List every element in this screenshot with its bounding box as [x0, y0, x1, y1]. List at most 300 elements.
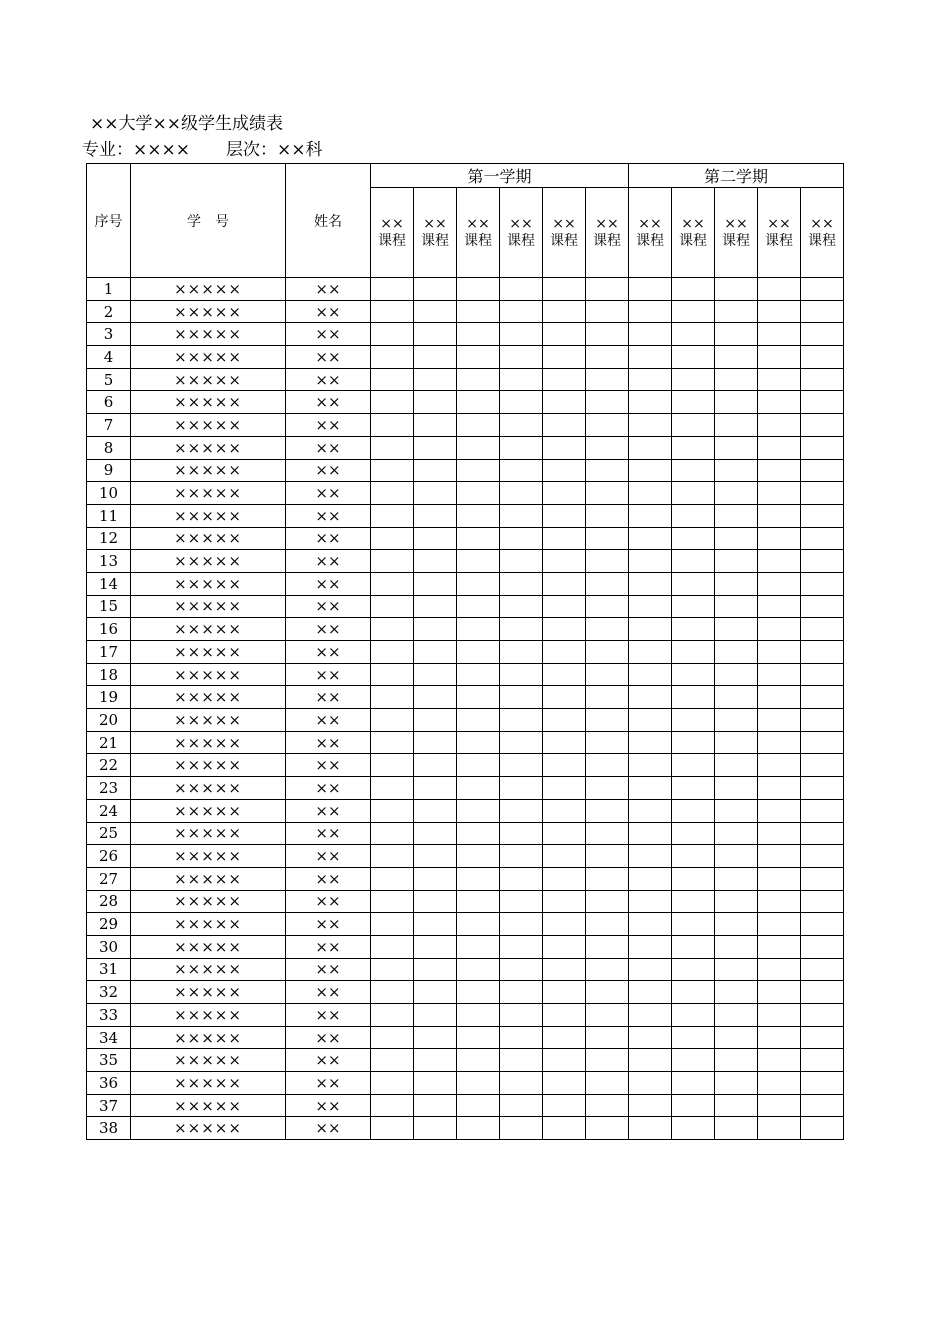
grade-cell[interactable]	[758, 799, 801, 822]
grade-cell[interactable]	[586, 822, 629, 845]
grade-cell[interactable]	[457, 414, 500, 437]
grade-cell[interactable]	[500, 618, 543, 641]
grade-cell[interactable]	[500, 867, 543, 890]
grade-cell[interactable]	[414, 527, 457, 550]
grade-cell[interactable]	[629, 550, 672, 573]
grade-cell[interactable]	[371, 709, 414, 732]
grade-cell[interactable]	[801, 459, 844, 482]
grade-cell[interactable]	[500, 368, 543, 391]
grade-cell[interactable]	[715, 641, 758, 664]
grade-cell[interactable]	[500, 527, 543, 550]
grade-cell[interactable]	[629, 822, 672, 845]
grade-cell[interactable]	[500, 1094, 543, 1117]
grade-cell[interactable]	[715, 822, 758, 845]
grade-cell[interactable]	[715, 572, 758, 595]
grade-cell[interactable]	[586, 981, 629, 1004]
grade-cell[interactable]	[414, 754, 457, 777]
grade-cell[interactable]	[758, 1004, 801, 1027]
grade-cell[interactable]	[414, 1117, 457, 1140]
grade-cell[interactable]	[715, 958, 758, 981]
grade-cell[interactable]	[672, 1049, 715, 1072]
grade-cell[interactable]	[672, 414, 715, 437]
grade-cell[interactable]	[801, 436, 844, 459]
grade-cell[interactable]	[457, 436, 500, 459]
grade-cell[interactable]	[371, 572, 414, 595]
grade-cell[interactable]	[371, 641, 414, 664]
grade-cell[interactable]	[414, 323, 457, 346]
grade-cell[interactable]	[500, 777, 543, 800]
grade-cell[interactable]	[586, 391, 629, 414]
grade-cell[interactable]	[414, 300, 457, 323]
grade-cell[interactable]	[801, 482, 844, 505]
grade-cell[interactable]	[457, 845, 500, 868]
grade-cell[interactable]	[672, 641, 715, 664]
grade-cell[interactable]	[543, 799, 586, 822]
grade-cell[interactable]	[414, 572, 457, 595]
grade-cell[interactable]	[457, 731, 500, 754]
grade-cell[interactable]	[715, 777, 758, 800]
grade-cell[interactable]	[500, 663, 543, 686]
grade-cell[interactable]	[715, 504, 758, 527]
grade-cell[interactable]	[543, 890, 586, 913]
grade-cell[interactable]	[758, 1094, 801, 1117]
grade-cell[interactable]	[672, 913, 715, 936]
grade-cell[interactable]	[457, 663, 500, 686]
grade-cell[interactable]	[801, 822, 844, 845]
grade-cell[interactable]	[715, 323, 758, 346]
grade-cell[interactable]	[629, 436, 672, 459]
grade-cell[interactable]	[758, 550, 801, 573]
grade-cell[interactable]	[500, 391, 543, 414]
grade-cell[interactable]	[500, 890, 543, 913]
grade-cell[interactable]	[457, 368, 500, 391]
grade-cell[interactable]	[672, 278, 715, 301]
grade-cell[interactable]	[758, 346, 801, 369]
grade-cell[interactable]	[715, 368, 758, 391]
grade-cell[interactable]	[457, 459, 500, 482]
grade-cell[interactable]	[371, 1049, 414, 1072]
grade-cell[interactable]	[629, 323, 672, 346]
grade-cell[interactable]	[457, 1094, 500, 1117]
grade-cell[interactable]	[758, 595, 801, 618]
grade-cell[interactable]	[672, 754, 715, 777]
grade-cell[interactable]	[500, 1026, 543, 1049]
grade-cell[interactable]	[629, 1049, 672, 1072]
grade-cell[interactable]	[586, 913, 629, 936]
grade-cell[interactable]	[801, 300, 844, 323]
grade-cell[interactable]	[457, 550, 500, 573]
grade-cell[interactable]	[500, 504, 543, 527]
grade-cell[interactable]	[414, 504, 457, 527]
grade-cell[interactable]	[715, 935, 758, 958]
grade-cell[interactable]	[500, 799, 543, 822]
grade-cell[interactable]	[543, 822, 586, 845]
grade-cell[interactable]	[672, 731, 715, 754]
grade-cell[interactable]	[543, 686, 586, 709]
grade-cell[interactable]	[801, 572, 844, 595]
grade-cell[interactable]	[758, 731, 801, 754]
grade-cell[interactable]	[801, 278, 844, 301]
grade-cell[interactable]	[371, 346, 414, 369]
grade-cell[interactable]	[457, 323, 500, 346]
grade-cell[interactable]	[371, 935, 414, 958]
grade-cell[interactable]	[758, 1026, 801, 1049]
grade-cell[interactable]	[457, 504, 500, 527]
grade-cell[interactable]	[758, 686, 801, 709]
grade-cell[interactable]	[629, 1072, 672, 1095]
grade-cell[interactable]	[414, 709, 457, 732]
grade-cell[interactable]	[371, 482, 414, 505]
grade-cell[interactable]	[500, 641, 543, 664]
grade-cell[interactable]	[801, 777, 844, 800]
grade-cell[interactable]	[629, 935, 672, 958]
grade-cell[interactable]	[715, 414, 758, 437]
grade-cell[interactable]	[801, 731, 844, 754]
grade-cell[interactable]	[500, 1004, 543, 1027]
grade-cell[interactable]	[457, 300, 500, 323]
grade-cell[interactable]	[371, 731, 414, 754]
grade-cell[interactable]	[629, 1026, 672, 1049]
grade-cell[interactable]	[500, 686, 543, 709]
grade-cell[interactable]	[371, 595, 414, 618]
grade-cell[interactable]	[801, 890, 844, 913]
grade-cell[interactable]	[414, 436, 457, 459]
grade-cell[interactable]	[586, 845, 629, 868]
grade-cell[interactable]	[672, 436, 715, 459]
grade-cell[interactable]	[629, 709, 672, 732]
grade-cell[interactable]	[414, 1026, 457, 1049]
grade-cell[interactable]	[586, 436, 629, 459]
grade-cell[interactable]	[371, 777, 414, 800]
grade-cell[interactable]	[414, 845, 457, 868]
grade-cell[interactable]	[629, 368, 672, 391]
grade-cell[interactable]	[543, 1026, 586, 1049]
grade-cell[interactable]	[672, 981, 715, 1004]
grade-cell[interactable]	[543, 278, 586, 301]
grade-cell[interactable]	[457, 822, 500, 845]
grade-cell[interactable]	[371, 1117, 414, 1140]
grade-cell[interactable]	[672, 845, 715, 868]
grade-cell[interactable]	[414, 414, 457, 437]
grade-cell[interactable]	[500, 300, 543, 323]
grade-cell[interactable]	[371, 958, 414, 981]
grade-cell[interactable]	[543, 504, 586, 527]
grade-cell[interactable]	[715, 845, 758, 868]
grade-cell[interactable]	[457, 754, 500, 777]
grade-cell[interactable]	[629, 981, 672, 1004]
grade-cell[interactable]	[543, 913, 586, 936]
grade-cell[interactable]	[457, 935, 500, 958]
grade-cell[interactable]	[672, 822, 715, 845]
grade-cell[interactable]	[500, 436, 543, 459]
grade-cell[interactable]	[371, 754, 414, 777]
grade-cell[interactable]	[500, 913, 543, 936]
grade-cell[interactable]	[586, 890, 629, 913]
grade-cell[interactable]	[500, 346, 543, 369]
grade-cell[interactable]	[500, 754, 543, 777]
grade-cell[interactable]	[500, 731, 543, 754]
grade-cell[interactable]	[371, 459, 414, 482]
grade-cell[interactable]	[672, 890, 715, 913]
grade-cell[interactable]	[672, 391, 715, 414]
grade-cell[interactable]	[715, 754, 758, 777]
grade-cell[interactable]	[543, 754, 586, 777]
grade-cell[interactable]	[629, 799, 672, 822]
grade-cell[interactable]	[371, 845, 414, 868]
grade-cell[interactable]	[500, 709, 543, 732]
grade-cell[interactable]	[715, 1072, 758, 1095]
grade-cell[interactable]	[414, 1072, 457, 1095]
grade-cell[interactable]	[543, 1072, 586, 1095]
grade-cell[interactable]	[543, 1117, 586, 1140]
grade-cell[interactable]	[371, 1094, 414, 1117]
grade-cell[interactable]	[457, 913, 500, 936]
grade-cell[interactable]	[801, 391, 844, 414]
grade-cell[interactable]	[715, 482, 758, 505]
grade-cell[interactable]	[371, 618, 414, 641]
grade-cell[interactable]	[543, 550, 586, 573]
grade-cell[interactable]	[543, 527, 586, 550]
grade-cell[interactable]	[758, 641, 801, 664]
grade-cell[interactable]	[715, 278, 758, 301]
grade-cell[interactable]	[758, 777, 801, 800]
grade-cell[interactable]	[801, 1072, 844, 1095]
grade-cell[interactable]	[672, 618, 715, 641]
grade-cell[interactable]	[500, 459, 543, 482]
grade-cell[interactable]	[672, 1026, 715, 1049]
grade-cell[interactable]	[457, 777, 500, 800]
grade-cell[interactable]	[758, 414, 801, 437]
grade-cell[interactable]	[543, 482, 586, 505]
grade-cell[interactable]	[414, 1094, 457, 1117]
grade-cell[interactable]	[758, 391, 801, 414]
grade-cell[interactable]	[758, 981, 801, 1004]
grade-cell[interactable]	[414, 595, 457, 618]
grade-cell[interactable]	[715, 686, 758, 709]
grade-cell[interactable]	[801, 799, 844, 822]
grade-cell[interactable]	[715, 1026, 758, 1049]
grade-cell[interactable]	[414, 777, 457, 800]
grade-cell[interactable]	[371, 822, 414, 845]
grade-cell[interactable]	[371, 278, 414, 301]
grade-cell[interactable]	[586, 709, 629, 732]
grade-cell[interactable]	[758, 935, 801, 958]
grade-cell[interactable]	[801, 641, 844, 664]
grade-cell[interactable]	[758, 822, 801, 845]
grade-cell[interactable]	[672, 686, 715, 709]
grade-cell[interactable]	[672, 777, 715, 800]
grade-cell[interactable]	[672, 346, 715, 369]
grade-cell[interactable]	[801, 414, 844, 437]
grade-cell[interactable]	[801, 595, 844, 618]
grade-cell[interactable]	[672, 1094, 715, 1117]
grade-cell[interactable]	[801, 958, 844, 981]
grade-cell[interactable]	[543, 346, 586, 369]
grade-cell[interactable]	[543, 935, 586, 958]
grade-cell[interactable]	[629, 618, 672, 641]
grade-cell[interactable]	[672, 368, 715, 391]
grade-cell[interactable]	[371, 663, 414, 686]
grade-cell[interactable]	[500, 935, 543, 958]
grade-cell[interactable]	[758, 323, 801, 346]
grade-cell[interactable]	[414, 346, 457, 369]
grade-cell[interactable]	[500, 550, 543, 573]
grade-cell[interactable]	[414, 618, 457, 641]
grade-cell[interactable]	[586, 1026, 629, 1049]
grade-cell[interactable]	[371, 323, 414, 346]
grade-cell[interactable]	[586, 1094, 629, 1117]
grade-cell[interactable]	[543, 777, 586, 800]
grade-cell[interactable]	[586, 300, 629, 323]
grade-cell[interactable]	[758, 436, 801, 459]
grade-cell[interactable]	[414, 686, 457, 709]
grade-cell[interactable]	[801, 754, 844, 777]
grade-cell[interactable]	[801, 935, 844, 958]
grade-cell[interactable]	[371, 368, 414, 391]
grade-cell[interactable]	[629, 890, 672, 913]
grade-cell[interactable]	[758, 1072, 801, 1095]
grade-cell[interactable]	[715, 595, 758, 618]
grade-cell[interactable]	[371, 300, 414, 323]
grade-cell[interactable]	[371, 504, 414, 527]
grade-cell[interactable]	[715, 981, 758, 1004]
grade-cell[interactable]	[672, 663, 715, 686]
grade-cell[interactable]	[715, 459, 758, 482]
grade-cell[interactable]	[629, 459, 672, 482]
grade-cell[interactable]	[672, 1004, 715, 1027]
grade-cell[interactable]	[500, 1049, 543, 1072]
grade-cell[interactable]	[457, 799, 500, 822]
grade-cell[interactable]	[715, 300, 758, 323]
grade-cell[interactable]	[758, 504, 801, 527]
grade-cell[interactable]	[586, 1004, 629, 1027]
grade-cell[interactable]	[758, 482, 801, 505]
grade-cell[interactable]	[500, 981, 543, 1004]
grade-cell[interactable]	[457, 981, 500, 1004]
grade-cell[interactable]	[758, 958, 801, 981]
grade-cell[interactable]	[586, 595, 629, 618]
grade-cell[interactable]	[414, 550, 457, 573]
grade-cell[interactable]	[586, 867, 629, 890]
grade-cell[interactable]	[629, 414, 672, 437]
grade-cell[interactable]	[629, 913, 672, 936]
grade-cell[interactable]	[586, 346, 629, 369]
grade-cell[interactable]	[629, 572, 672, 595]
grade-cell[interactable]	[758, 754, 801, 777]
grade-cell[interactable]	[715, 731, 758, 754]
grade-cell[interactable]	[672, 459, 715, 482]
grade-cell[interactable]	[672, 527, 715, 550]
grade-cell[interactable]	[500, 822, 543, 845]
grade-cell[interactable]	[457, 391, 500, 414]
grade-cell[interactable]	[371, 913, 414, 936]
grade-cell[interactable]	[457, 686, 500, 709]
grade-cell[interactable]	[586, 278, 629, 301]
grade-cell[interactable]	[672, 1072, 715, 1095]
grade-cell[interactable]	[672, 867, 715, 890]
grade-cell[interactable]	[758, 618, 801, 641]
grade-cell[interactable]	[414, 663, 457, 686]
grade-cell[interactable]	[414, 935, 457, 958]
grade-cell[interactable]	[629, 504, 672, 527]
grade-cell[interactable]	[758, 663, 801, 686]
grade-cell[interactable]	[414, 1004, 457, 1027]
grade-cell[interactable]	[758, 867, 801, 890]
grade-cell[interactable]	[414, 958, 457, 981]
grade-cell[interactable]	[500, 595, 543, 618]
grade-cell[interactable]	[629, 777, 672, 800]
grade-cell[interactable]	[758, 300, 801, 323]
grade-cell[interactable]	[672, 935, 715, 958]
grade-cell[interactable]	[629, 845, 672, 868]
grade-cell[interactable]	[672, 300, 715, 323]
grade-cell[interactable]	[672, 572, 715, 595]
grade-cell[interactable]	[672, 595, 715, 618]
grade-cell[interactable]	[457, 890, 500, 913]
grade-cell[interactable]	[371, 686, 414, 709]
grade-cell[interactable]	[758, 845, 801, 868]
grade-cell[interactable]	[543, 300, 586, 323]
grade-cell[interactable]	[586, 935, 629, 958]
grade-cell[interactable]	[457, 1117, 500, 1140]
grade-cell[interactable]	[543, 1094, 586, 1117]
grade-cell[interactable]	[586, 459, 629, 482]
grade-cell[interactable]	[543, 845, 586, 868]
grade-cell[interactable]	[715, 391, 758, 414]
grade-cell[interactable]	[371, 1004, 414, 1027]
grade-cell[interactable]	[715, 1117, 758, 1140]
grade-cell[interactable]	[543, 663, 586, 686]
grade-cell[interactable]	[371, 981, 414, 1004]
grade-cell[interactable]	[801, 550, 844, 573]
grade-cell[interactable]	[543, 459, 586, 482]
grade-cell[interactable]	[543, 867, 586, 890]
grade-cell[interactable]	[414, 278, 457, 301]
grade-cell[interactable]	[543, 595, 586, 618]
grade-cell[interactable]	[629, 1004, 672, 1027]
grade-cell[interactable]	[543, 641, 586, 664]
grade-cell[interactable]	[414, 368, 457, 391]
grade-cell[interactable]	[801, 1049, 844, 1072]
grade-cell[interactable]	[586, 686, 629, 709]
grade-cell[interactable]	[758, 913, 801, 936]
grade-cell[interactable]	[543, 1049, 586, 1072]
grade-cell[interactable]	[672, 709, 715, 732]
grade-cell[interactable]	[457, 278, 500, 301]
grade-cell[interactable]	[715, 890, 758, 913]
grade-cell[interactable]	[629, 278, 672, 301]
grade-cell[interactable]	[500, 414, 543, 437]
grade-cell[interactable]	[543, 572, 586, 595]
grade-cell[interactable]	[586, 754, 629, 777]
grade-cell[interactable]	[629, 595, 672, 618]
grade-cell[interactable]	[629, 482, 672, 505]
grade-cell[interactable]	[371, 414, 414, 437]
grade-cell[interactable]	[543, 981, 586, 1004]
grade-cell[interactable]	[371, 527, 414, 550]
grade-cell[interactable]	[543, 368, 586, 391]
grade-cell[interactable]	[629, 1094, 672, 1117]
grade-cell[interactable]	[801, 709, 844, 732]
grade-cell[interactable]	[500, 323, 543, 346]
grade-cell[interactable]	[801, 1117, 844, 1140]
grade-cell[interactable]	[457, 1004, 500, 1027]
grade-cell[interactable]	[715, 346, 758, 369]
grade-cell[interactable]	[801, 323, 844, 346]
grade-cell[interactable]	[414, 482, 457, 505]
grade-cell[interactable]	[801, 1026, 844, 1049]
grade-cell[interactable]	[543, 958, 586, 981]
